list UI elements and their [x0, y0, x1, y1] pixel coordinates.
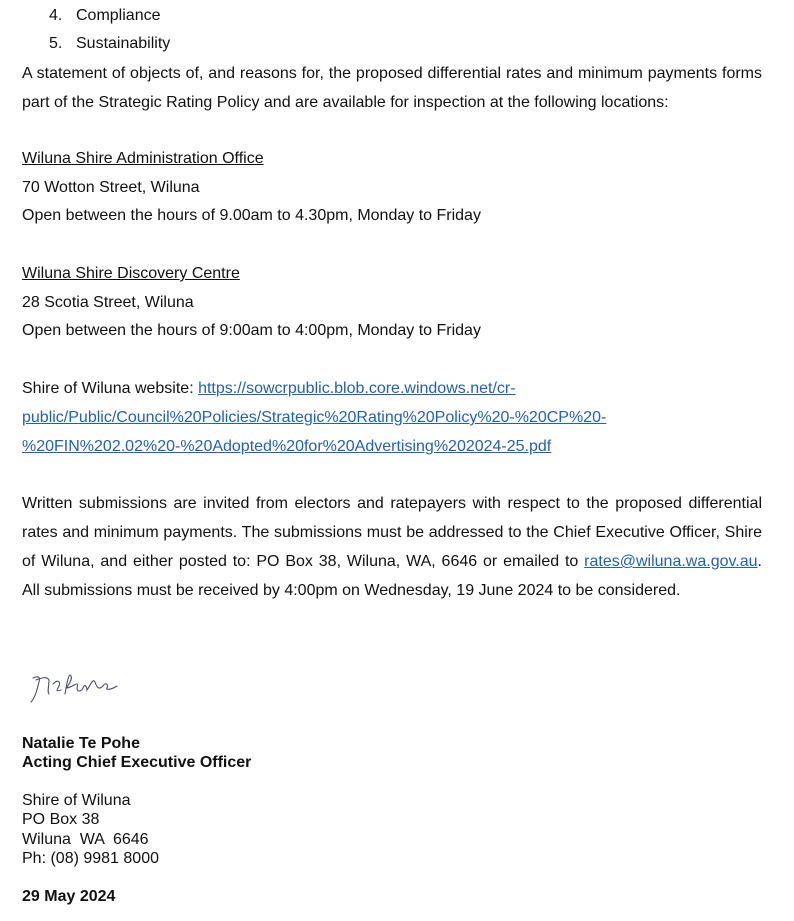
website-line [22, 408, 606, 428]
location-name: Wiluna Shire Administration Office [22, 150, 264, 167]
policy-link[interactable]: %20FIN%202.02%20-%20Adopted%20for%20Advertising%202024-25.pdf [22, 438, 552, 455]
signatory-title: Acting Chief Executive Officer [22, 754, 252, 771]
location-hours: Open between the hours of 9:00am to 4:00pm, Monday to Friday [22, 322, 481, 339]
policy-link[interactable]: public/Public/Council%20Policies/Strategic%20Rating%20Policy%20-%20CP%20- [22, 409, 607, 426]
website-label: Shire of Wiluna website: [22, 380, 199, 397]
address-line: Shire of Wiluna [22, 792, 131, 809]
list-number: 4. [49, 7, 63, 24]
location-address: 28 Scotia Street, Wiluna [22, 294, 194, 311]
address-line: PO Box 38 [22, 811, 100, 828]
location-address: 70 Wotton Street, Wiluna [22, 179, 200, 196]
policy-link[interactable]: https://sowcrpublic.blob.core.windows.net/cr- [198, 380, 516, 397]
phone-line: Ph: (08) 9981 8000 [22, 850, 159, 867]
location-hours: Open between the hours of 9.00am to 4.30pm, Monday to Friday [22, 207, 481, 224]
submissions-text: . All submissions must be received by 4:00pm on Wednesday, 19 June 2024 to be considered. [22, 553, 762, 599]
signatory-name: Natalie Te Pohe [22, 735, 140, 752]
website-line [22, 437, 551, 457]
email-link[interactable]: rates@wiluna.wa.gov.au [584, 553, 758, 570]
website-line [22, 379, 516, 399]
location-name: Wiluna Shire Discovery Centre [22, 265, 240, 282]
list-text: Compliance [76, 7, 161, 24]
intro-paragraph: A statement of objects of, and reasons for, the proposed differential rates and minimum payments forms part of the Strategic Rating Policy and are available for inspection at the following locations: [22, 65, 762, 111]
submissions-paragraph [22, 489, 762, 605]
signature-image [27, 658, 127, 708]
address-line: Wiluna WA 6646 [22, 831, 149, 848]
list-number: 5. [49, 35, 63, 52]
submissions-text: Written submissions are invited from electors and ratepayers with respect to the proposed differential rates and minimum payments. The submissions must be addressed to the Chief Executive Officer, Shire of Wiluna, and either posted to: PO Box 38, Wiluna, WA, 6646 or emailed to [22, 495, 762, 570]
list-text: Sustainability [76, 35, 171, 52]
document-date: 29 May 2024 [22, 888, 116, 905]
